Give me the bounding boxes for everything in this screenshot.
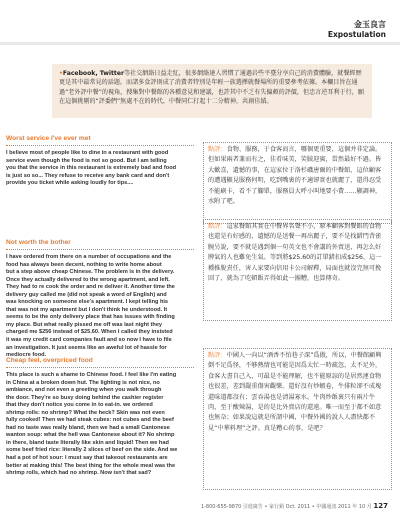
comment-text: 中國人一向以“酒香不怕巷子深”爲傲，所以，中餐館顧興倒不足爲怪，不够熱情也可能是因爲太忙一時疏忽，太不足外，食客大書自己入，可最是不能理解，也不能原諒的是居然連食物也很差，差到嚴重傷害觀樂。還好沒有炒蝦卷，牛排粒卻不成塊還味道都沒有；雲吞湯也是清湯寡水，牛肉炒飯裏只有兩片牛肉，至于酸辣湯，是的是比外賣店的還遠。唯一而至于都不如意也無奈；如果說這就是所謂中國，中餐外國的說人人盡快都不見“中華料理”之評。真是糟心的事，是吧？ [208, 352, 382, 432]
column-title-cn: 金玉良言 [354, 20, 386, 29]
review-line: This place is such a shame to Chinese food. I feel like I'm eating [6, 372, 177, 378]
comment-box-2 [203, 219, 392, 321]
review-line: shrimp rolls, which had no shrimp. Now isn't that sad? [6, 470, 152, 477]
comment-box-1 [203, 142, 392, 224]
page-footer [201, 502, 388, 510]
review-line: shrimp rolls: no shrimp? What the heck? Skin was not even [6, 409, 165, 416]
review-title: Cheap feel, overpriced food [6, 357, 93, 364]
review-line: some beef fried rice: literally 2 slices of beef on the side. And we [6, 447, 178, 454]
comment-text: 這家餐館其實在中餐界名聲不小，原本顧客對餐館的食物也還是有好感的，遺憾的是送餐一再出麗子，要不是找錯門背雀腕另說，要不就是遇到個一句英文也不會講的外賣送，再怎么好脾氣的人也難免生氣。等到將$25.60的訂單錯扣成$256，這一種推脫責任，害人家要向信用卡公司解釋，局面也就沒完無可挽回了，就為了吃頓飯弄得如此一團糟，也算傳奇。 [208, 223, 382, 283]
review-line: is just so so... They refuse to receive any bank card and don't [6, 172, 170, 179]
review-line: in China at a broken down hut. The lighting is not nice, no [6, 379, 160, 386]
comment-label: 點評： [208, 146, 227, 153]
review-line: service even though the food is not so good. But I am telling [6, 157, 167, 164]
review-section-1 [6, 134, 392, 226]
review-english-2 [6, 238, 194, 360]
title-divider [6, 145, 194, 146]
review-title: Not worth the bother [6, 239, 71, 246]
header-divider [0, 42, 400, 45]
review-section-2 [6, 223, 392, 359]
review-line: They had to re cook the order and re deliver it. Another time the [6, 284, 175, 291]
review-line: food has always been decent, nothing to write home about [6, 261, 162, 268]
intro-bullet: • [59, 70, 63, 77]
review-line: charged me $256 instead of $25.60. When I called they insisted [6, 329, 173, 336]
review-line: ambiance, and not even a greeting when you walk through [6, 387, 162, 394]
title-divider [6, 367, 194, 368]
title-divider [6, 249, 194, 250]
review-line: it was my credit card companies fault and so now I have to file [6, 337, 172, 344]
comment-text: 食物、服務，于食客而言，哪個更重要，這個并非定論。但如果兩者兼而有之，佳肴味美，笑臉迎賓，當然最好不過。皆大歡喜，遺憾的事，在這家位于洛杉磯唐爾的中餐館，這位顧客的遭遇顯見服務何明，吃到嘴裏的不適卻實也就麗了，還得忍受不能刷卡，看不了腳單，服務員大呼小叫地要小費……顯調神，水附了吧。 [208, 146, 382, 206]
review-line: my place. But what really pissed me off was last night they [6, 321, 163, 328]
comment-label: 點評： [208, 223, 227, 230]
comment-label: 點評： [208, 352, 227, 359]
review-line: fully cooked! Then we had steak cubes: not cubes and the beef [6, 417, 174, 424]
review-title: Worst service I've ever met [6, 135, 91, 142]
intro-box [52, 64, 372, 118]
column-header [328, 20, 386, 40]
column-title-en: Expostulation [327, 30, 386, 39]
review-line: mediocre food. [6, 352, 47, 359]
review-line: the door. They're so busy doing behind the cashier register [6, 394, 164, 401]
review-line: an investigation. It just seems like an aweful lot of hassle for [6, 344, 167, 351]
review-line: that was not my apartment but I don't think he understood. It [6, 306, 168, 313]
intro-text: 等社交網絡日益走紅，很多網絡達人習慣了通過岩些平臺分享自己的消費體驗，就餐經歷更是其中最常見的話題。而諸多食評則成了消費者特別是年輕一族選擇就餐場所的重要參考依據。本欄目旨在通過“老外評中餐”的視角，搜集對中餐館的各種意見和建議，也許其中不乏有失偏頗的評價，但忠言逆耳利于行，願在這個挑剔的“評委們”無處不在的時代，中餐同仁打起十二分精神，共創佳績。 [59, 70, 364, 106]
review-line: delivery guy called me (did not speak a word of English) and [6, 291, 167, 298]
review-body [6, 254, 194, 360]
review-line: I believe most of people like to dine in a restaurant with good [6, 150, 169, 156]
intro-keywords: Facebook, Twitter [62, 70, 124, 77]
review-body [6, 372, 194, 478]
comment-box-3 [203, 348, 392, 490]
review-line: had no taste was really bland, then we had a small Cantonese [6, 424, 170, 431]
review-body [6, 150, 194, 188]
review-line: had a pot of hot sour: I must say that takeout restaurants are [6, 455, 168, 462]
review-line: provide you ticket while asking loudly for tips.... [6, 180, 134, 187]
review-line: was knocking on someone else's apartment. I kept telling his [6, 299, 169, 306]
review-line: seems to be the only delivery place that has issues with finding [6, 314, 175, 321]
review-line: but a step above cheap Chinese. The problem is in the delivery. [6, 269, 175, 276]
page-number: 127 [373, 502, 388, 510]
review-english-1 [6, 134, 194, 188]
review-line: in there, bland taste literally like skin and liquid! Then we had [6, 439, 169, 446]
review-line: better at making this! The best thing for the whole meal was the [6, 462, 176, 469]
review-english-3 [6, 356, 194, 478]
review-line: I have ordered from there on a number of occupations and the [6, 254, 172, 260]
review-line: Once they actually delivered to the wrong apartment, and left. [6, 276, 170, 283]
review-line: wanton soup: what the hell was Cantonese about it? No shrimp [6, 432, 175, 439]
review-line: you that the service in this restaurant is extremely bad and food [6, 165, 177, 172]
review-line: that they don't notice you come in to eat-in. we ordered [6, 402, 153, 409]
footer-text: 1-800-655-9870 引進廣告 • 家行銷 Oct. 2011 • 中國通訊 2011 年 10 月 [200, 504, 372, 510]
